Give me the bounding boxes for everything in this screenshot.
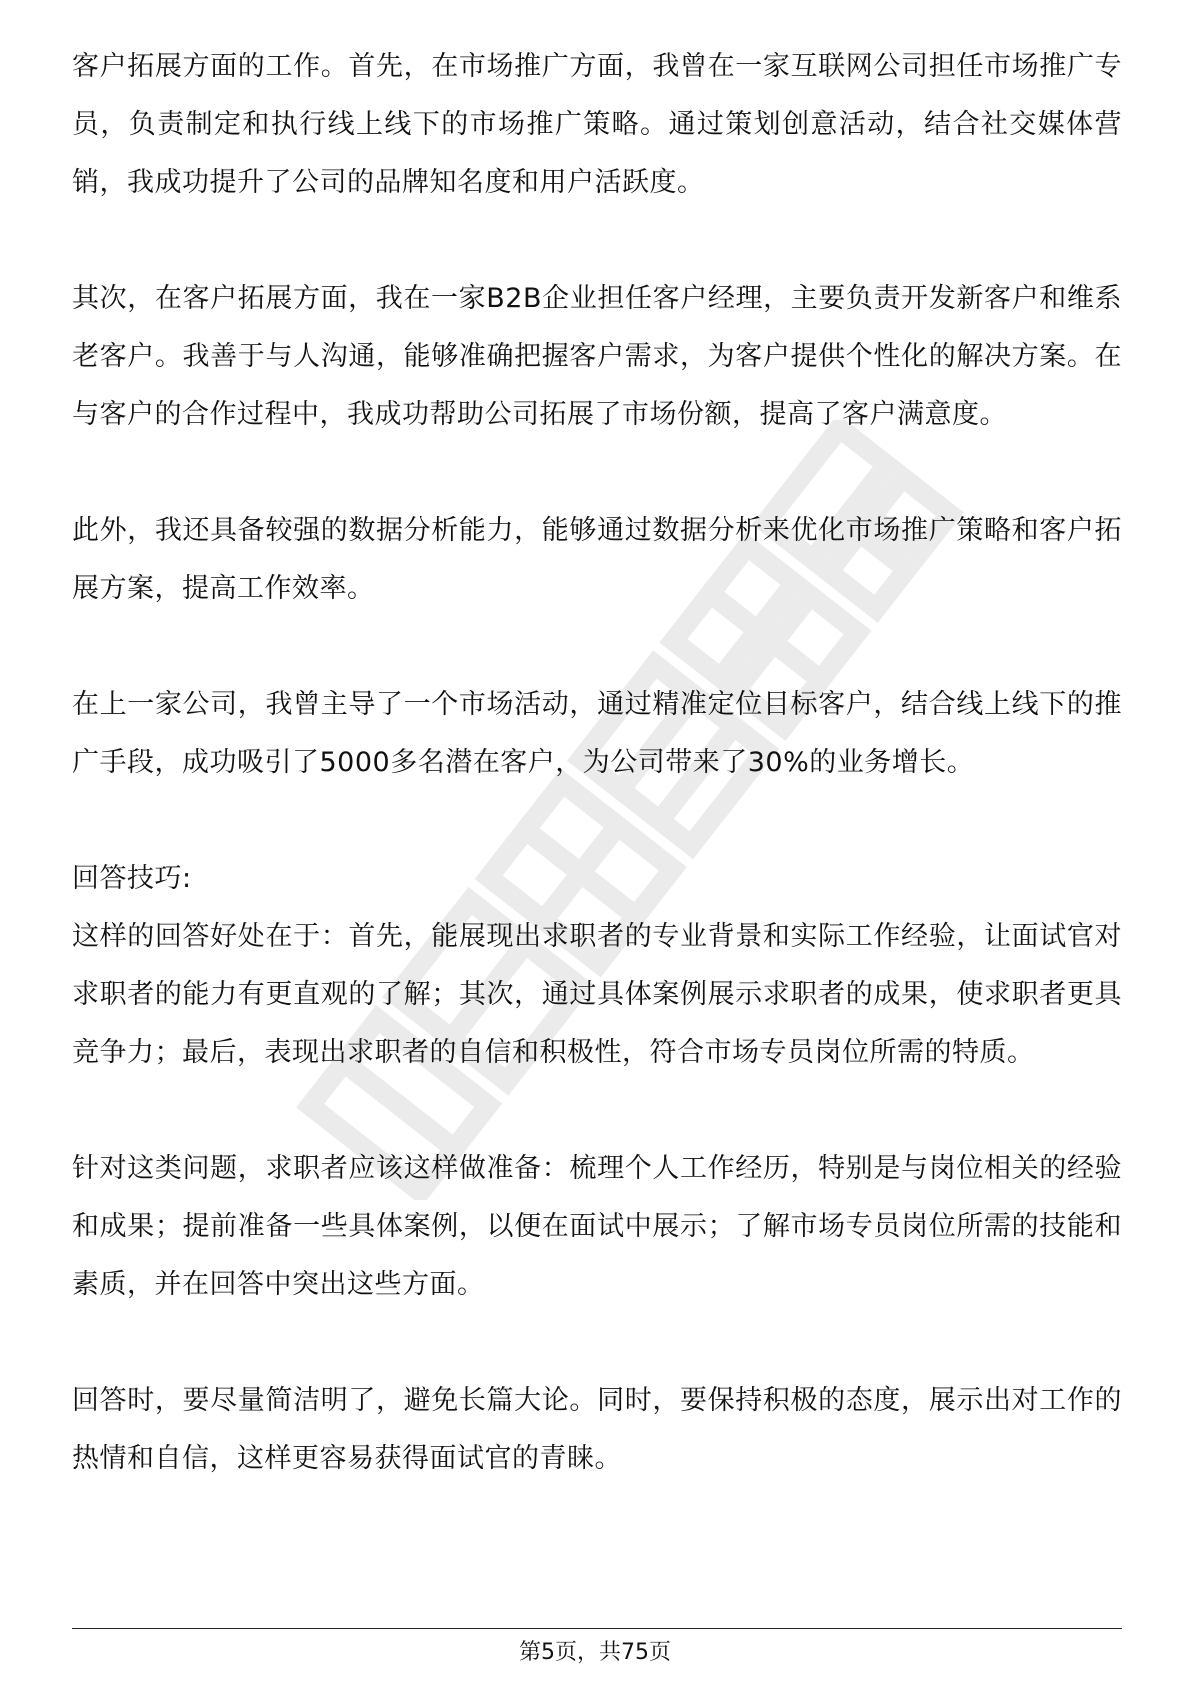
paragraph-2: 其次，在客户拓展方面，我在一家B2B企业担任客户经理，主要负责开发新客户和维系老客户。我善于与人沟通，能够准确把握客户需求，为客户提供个性化的解决方案。在与客户的合作过程中，我成功帮助公司拓展了市场份额，提高了客户满意度。 [72,283,1122,430]
footer-divider [72,1628,1122,1629]
paragraph-4: 在上一家公司，我曾主导了一个市场活动，通过精准定位目标客户，结合线上线下的推广手段，成功吸引了5000多名潜在客户，为公司带来了30%的业务增长。 [72,689,1122,778]
document-body [72,38,1122,1488]
paragraph-6: 针对这类问题，求职者应该这样做准备：梳理个人工作经历，特别是与岗位相关的经验和成果；提前准备一些具体案例，以便在面试中展示；了解市场专员岗位所需的技能和素质，并在回答中突出这些方面。 [72,1153,1122,1300]
paragraph-5: 这样的回答好处在于：首先，能展现出求职者的专业背景和实际工作经验，让面试官对求职者的能力有更直观的了解；其次，通过具体案例展示求职者的成果，使求职者更具竞争力；最后，表现出求职者的自信和积极性，符合市场专员岗位所需的特质。 [72,921,1122,1068]
answer-tips-heading: 回答技巧: [72,863,192,894]
paragraph-1: 客户拓展方面的工作。首先，在市场推广方面，我曾在一家互联网公司担任市场推广专员，负责制定和执行线上线下的市场推广策略。通过策划创意活动，结合社交媒体营销，我成功提升了公司的品牌知名度和用户活跃度。 [72,51,1122,198]
page-number: 第5页，共75页 [519,1640,671,1665]
paragraph-7: 回答时，要尽量简洁明了，避免长篇大论。同时，要保持积极的态度，展示出对工作的热情和自信，这样更容易获得面试官的青睐。 [72,1385,1122,1474]
paragraph-3: 此外，我还具备较强的数据分析能力，能够通过数据分析来优化市场推广策略和客户拓展方案，提高工作效率。 [72,515,1122,604]
